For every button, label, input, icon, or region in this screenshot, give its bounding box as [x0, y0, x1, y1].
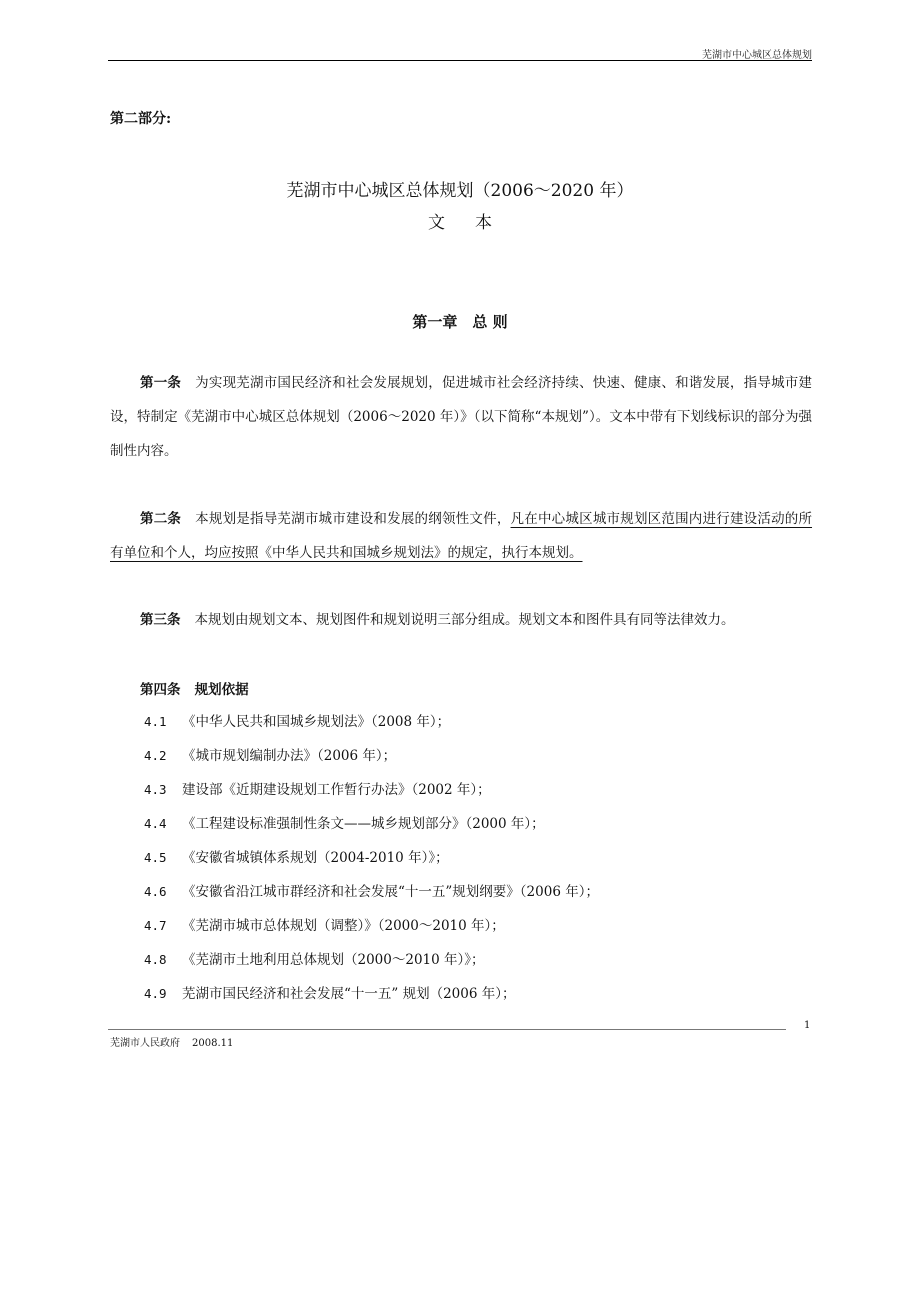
footer-organization: 芜湖市人民政府: [110, 1038, 180, 1049]
article-2: [110, 502, 812, 570]
article-3: [110, 603, 812, 637]
list-item: 4.9 芜湖市国民经济和社会发展“十一五” 规划（2006 年）；: [144, 986, 516, 1002]
list-item: 4.5 《安徽省城镇体系规划（2004-2010 年）》；: [144, 850, 449, 866]
article-2-label: 第二条: [140, 511, 182, 527]
list-item: 4.8 《芜湖市土地利用总体规划（2000～2010 年）》；: [144, 952, 485, 968]
document-subtitle: 文本: [428, 213, 522, 233]
header-rule: [108, 60, 812, 61]
article-1: [110, 366, 812, 468]
list-item: 4.2 《城市规划编制办法》（2006 年）；: [144, 748, 397, 764]
article-4-label: 第四条: [140, 682, 181, 698]
list-item: 4.1 《中华人民共和国城乡规划法》（2008 年）；: [144, 714, 451, 730]
article-1-label: 第一条: [140, 375, 182, 391]
article-4-title: 规划依据: [194, 682, 249, 698]
page-number: 1: [804, 1020, 811, 1031]
article-1-text: 为实现芜湖市国民经济和社会发展规划，促进城市社会经济持续、快速、健康、和谐发展，指导城市建设，特制定《芜湖市中心城区总体规划（2006～2020 年）》（以下简称“本规划”）。文本中带有下划线标识的部分为强制性内容。: [110, 375, 813, 459]
document-title: 芜湖市中心城区总体规划（2006～2020 年）: [286, 181, 634, 201]
list-item: 4.3 建设部《近期建设规划工作暂行办法》（2002 年）；: [144, 782, 491, 798]
footer-rule: [108, 1029, 786, 1030]
chapter-title: 第一章 总 则: [412, 313, 508, 331]
list-item: 4.7 《芜湖市城市总体规划（调整）》（2000～2010 年）；: [144, 918, 505, 934]
running-header: 芜湖市中心城区总体规划: [702, 50, 812, 61]
part-label: 第二部分:: [110, 111, 172, 127]
article-3-label: 第三条: [140, 612, 181, 628]
list-item: 4.6 《安徽省沿江城市群经济和社会发展“十一五”规划纲要》（2006 年）；: [144, 884, 599, 900]
planning-basis-list: [144, 708, 599, 1014]
article-3-text: 本规划由规划文本、规划图件和规划说明三部分组成。规划文本和图件具有同等法律效力。: [194, 612, 735, 628]
article-2-text: 本规划是指导芜湖市城市建设和发展的纲领性文件，: [195, 511, 511, 527]
list-item: 4.4 《工程建设标准强制性条文——城乡规划部分》（2000 年）；: [144, 816, 545, 832]
article-2-mandatory-text: 凡在中心城区城市规划区范围内进行建设活动的所有单位和个人，均应按照《中华人民共和国城乡规划法》的规定，执行本规划。: [110, 511, 813, 561]
footer-date: 2008.11: [192, 1038, 234, 1049]
article-4-heading: [140, 678, 249, 698]
footer-info: [110, 1034, 233, 1049]
